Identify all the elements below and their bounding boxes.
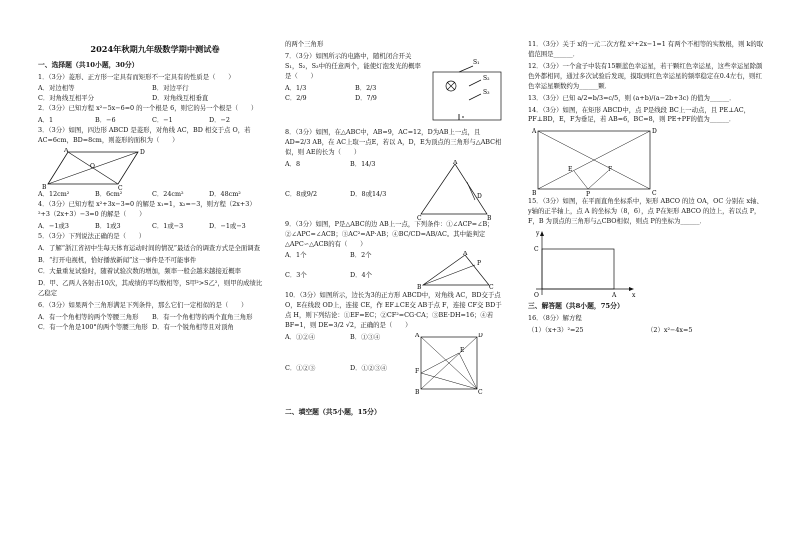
sub-question: （2）x²−4x=5	[647, 325, 693, 334]
point-label: C	[534, 246, 539, 254]
switch-label: S₃	[483, 88, 490, 96]
svg-text:A: A	[453, 159, 458, 166]
option: D．−1或−3	[209, 221, 246, 230]
svg-text:D: D	[478, 333, 483, 340]
triangle-apc-figure	[415, 251, 495, 291]
svg-text:C: C	[489, 284, 494, 292]
question-16: 16．（8分）解方程	[528, 313, 582, 322]
rectangle-figure	[528, 127, 658, 197]
option: C．1或−3	[152, 221, 184, 230]
section-answer-heading: 三、解答题（共8小题，75分）	[528, 302, 624, 311]
point-label: O	[534, 292, 539, 300]
question-6-options	[38, 313, 266, 333]
question-11: 11．（3分）关于 x的一元二次方程 x²+2x−1=1 有两个不相等的实数根，则 k的取值范围是______．	[528, 40, 764, 58]
svg-text:P: P	[586, 191, 591, 198]
option: A．−1或3	[38, 221, 69, 230]
question-10: 10．（3分）如图所示，边长为3的正方形 ABCD中，对角线 AC，BD交于点 O，E在线段 OD上，连接 CE，作 EF⊥CE交 AB于点 F，连接 CF交 BD于点 H，则下列结论：①EF=EC；②CF²=CG·CA；③BE·DH=16；④若 BF=1，则 DE=3/2 √2，正确的是（ ）	[285, 291, 502, 330]
svg-text:E: E	[568, 166, 573, 174]
question-16-parts	[528, 326, 766, 336]
svg-text:B: B	[415, 389, 420, 396]
column-left	[38, 58, 266, 333]
svg-text:A: A	[463, 251, 468, 258]
option: B．有一个角相等的两个直角三角形	[152, 313, 253, 322]
question-7: 7．（3分）如图所示的电路中，随机闭合开关 S₁，S₂，S₃中的任意两个，能使灯泡发光的概率是（ ）	[285, 51, 421, 80]
svg-text:B: B	[42, 183, 47, 190]
option: A．有一个角相等的两个等腰三角形	[38, 313, 139, 322]
question-4-options	[38, 222, 266, 232]
option: B．2个	[350, 251, 372, 260]
option: C．−1	[152, 116, 173, 125]
question-5: 5．（3分）下列说法正确的是（ ）	[38, 231, 146, 240]
question-6: 6．（3分）如果两个三角形满足下列条件，那么它们一定相似的是（ ）	[38, 301, 248, 310]
section-choice-heading: 一、选择题（共10小题，30分）	[38, 61, 139, 69]
circuit-figure	[429, 52, 507, 124]
question-3-options	[38, 190, 266, 200]
option: D．8或14/3	[350, 189, 387, 198]
question-8-options	[285, 160, 415, 220]
option: A．①②④	[285, 333, 316, 342]
svg-text:C: C	[118, 184, 123, 190]
option: B．14/3	[350, 159, 376, 168]
option: B．1或3	[95, 221, 121, 230]
option: B．“打开电视机，恰好播放新闻”这一事件是不可能事件	[38, 255, 197, 264]
svg-text:A: A	[64, 147, 69, 154]
svg-text:F: F	[608, 166, 613, 174]
question-12: 12．（3分）一个盒子中装有15颗蓝色幸运星，若干颗红色幸运星，这些幸运星除颜色外都相同，通过多次试验后发现，摸取到红色幸运星的频率稳定在0.4左右，则红色幸运星颗数约为______颗．	[528, 61, 763, 90]
question-9: 9．（3分）如图，P是△ABC的边 AB上一点，下列条件：①∠ACP=∠B；②∠APC=∠ACB；③AC²=AP·AB；④BC/CD=AB/AC。其中能判定△APC∽△ACB的有（ ）	[285, 219, 494, 248]
question-2: 2．（3分）已知方程 x²−5x−6=0 的一个根是 6，则它的另一个根是（ ）	[38, 104, 258, 113]
svg-text:B: B	[532, 190, 537, 198]
svg-text:C: C	[652, 190, 657, 198]
question-4: 4．（3分）已知方程 x²+3x−3=0 的解是 x₁=1，x₂=−3，则方程（2x+3）²+3（2x+3）−3=0 的解是（ ）	[38, 199, 256, 218]
question-3: 3．（3分）如图，四边形 ABCD 是菱形，对角线 AC，BD 相交于点 O，若 AC=6cm，BD=8cm，则菱形的面积为（ ）	[38, 126, 251, 145]
question-1: 1．（3分）菱形、正方形一定具有而矩形不一定具有的性质是（ ）	[38, 72, 235, 81]
option: D．−2	[209, 116, 230, 125]
svg-text:C: C	[417, 214, 422, 220]
sub-question: （1）（x+3）²=25	[528, 325, 584, 334]
option: D．甲、乙两人各射击10次，其成绩的平均数相等，S甲²>S乙²，则甲的成绩比乙稳定	[38, 279, 263, 298]
coordinate-figure	[528, 229, 638, 299]
exam-title: 2024年秋期九年级数学期中测试卷	[90, 44, 220, 54]
option: B．①③④	[350, 333, 381, 342]
option: C．8或9/2	[285, 189, 318, 198]
question-2-options	[38, 116, 266, 126]
svg-text:O: O	[90, 162, 95, 170]
option: C．对角线互相平分	[38, 94, 95, 103]
svg-text:E: E	[460, 347, 465, 355]
rhombus-figure	[38, 148, 158, 190]
option: C．2/9	[285, 93, 307, 102]
axis-label: x	[632, 292, 636, 300]
option: C．①②③	[285, 364, 316, 373]
svg-text:B: B	[417, 284, 422, 292]
svg-text:D: D	[140, 148, 145, 156]
option: B．−6	[95, 116, 116, 125]
question-13: 13．（3分）已知 a/2=b/3=c/5，则 (a+b)/(a−2b+3c) 的值为______．	[528, 93, 736, 102]
svg-text:D: D	[477, 192, 482, 200]
question-9-options	[285, 251, 415, 291]
question-8: 8．（3分）如图，在△ABC中，AB=9，AC=12，D为AB上一点，且 AD=2/3 AB，在 AC上取一点E，若以 A，D，E为顶点的三角形与△ABC相似，则 AE的长为（ ）	[285, 127, 502, 156]
triangle-abc-figure	[415, 160, 495, 220]
question-14: 14．（3分）如图，在矩形 ABCD中，点 P是线段 BC上一动点，且 PE⊥AC，PF⊥BD，E，F为垂足，若 AB=6，BC=8，则 PE+PF的值为______．	[528, 105, 751, 124]
option: D．有一个锐角相等且对顶角	[152, 323, 234, 332]
svg-text:P: P	[477, 260, 482, 268]
continued-text: 的两个三角形	[285, 40, 324, 48]
option: D．4个	[350, 271, 372, 280]
option: D．48cm²	[209, 189, 241, 198]
svg-text:B: B	[487, 214, 492, 220]
option: A．1	[38, 116, 54, 125]
svg-text:C: C	[478, 389, 483, 396]
switch-label: S₂	[483, 74, 490, 82]
option: D．①②③④	[350, 364, 388, 373]
column-right	[528, 40, 766, 336]
option: B．6cm²	[95, 189, 123, 198]
axis-label: y	[536, 230, 540, 238]
option: A．12cm²	[38, 189, 70, 198]
question-15: 15．（3分）如图，在平面直角坐标系中，矩形 ABCO 的边 OA，OC 分别在 x轴、y轴的正半轴上，点 A 的坐标为（8，6），点 P在矩形 ABCO 的边上，若以点 P，F，B 为顶点的三角形与△CBO相似，则点 P的坐标为______．	[528, 197, 763, 226]
option: B．对边平行	[152, 84, 189, 93]
square-figure	[415, 333, 485, 395]
option: B．2/3	[355, 83, 377, 92]
svg-text:D: D	[652, 128, 657, 136]
option: A．1个	[285, 251, 307, 260]
option: C．有一个角是100°的两个等腰三角形	[38, 323, 148, 332]
point-label: A	[612, 292, 617, 300]
option: A．对边相等	[38, 84, 75, 93]
section-fill-heading: 二、填空题（共5小题，15分）	[285, 408, 381, 417]
option: C．24cm²	[152, 189, 184, 198]
option: A．了解“浙江省初中生每天体育运动时间的情况”最适合的调查方式是全面调查	[38, 243, 261, 252]
column-middle	[285, 40, 507, 420]
svg-text:A: A	[532, 128, 537, 136]
option: C．大量重复试验时，随着试验次数的增加，频率一般会越来越接近概率	[38, 267, 241, 276]
option: A．8	[285, 159, 301, 168]
svg-text:A: A	[415, 333, 420, 340]
option: D．7/9	[355, 93, 377, 102]
switch-label: S₁	[473, 58, 480, 66]
option: D．对角线互相垂直	[152, 94, 209, 103]
option: C．3个	[285, 271, 307, 280]
option: A．1/3	[285, 83, 307, 92]
question-10-options	[285, 333, 415, 395]
svg-text:F: F	[415, 368, 420, 376]
question-7-options	[285, 84, 425, 104]
question-1-options	[38, 84, 266, 104]
